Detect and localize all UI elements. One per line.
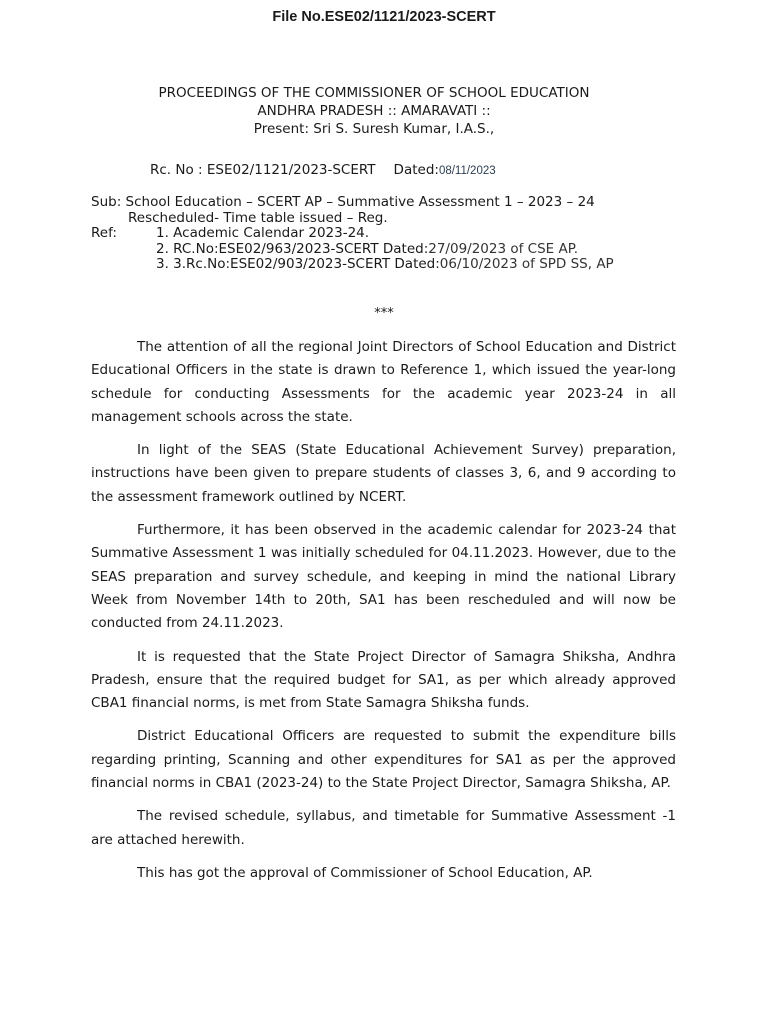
heading-line-1: PROCEEDINGS OF THE COMMISSIONER OF SCHOOL EDUCATION — [158, 85, 590, 101]
dated-label: Dated: — [393, 162, 439, 178]
reference-item-3 — [91, 257, 614, 273]
reference-item-2-date: 27/09/2023 of CSE AP. — [428, 240, 579, 257]
heading-line-3: Present: Sri S. Suresh Kumar, I.A.S., — [253, 121, 495, 137]
body-text — [91, 336, 676, 895]
paragraph-1: The attention of all the regional Joint Directors of School Education and District Educational Officers in the state is drawn to Reference 1, which issued the year-long schedule for conducting Assessments for the academic year 2023-24 in all management schools across the state. — [91, 339, 676, 425]
subject-line-2: Rescheduled- Time table issued – Reg. — [128, 209, 388, 226]
heading-line-2: ANDHRA PRADESH :: AMARAVATI :: — [257, 103, 491, 119]
subject-reference-block — [91, 195, 614, 273]
reference-item-3-text: 3. 3.Rc.No:ESE02/903/2023-SCERT Dated: — [156, 256, 440, 272]
paragraph-5: District Educational Officers are requested to submit the expenditure bills regarding printing, Scanning and other expenditures for SA1 as per the approved financial norms in CBA1 (2023-24) to the State Project Director, Samagra Shiksha, AP. — [91, 728, 676, 792]
reference-row-1 — [91, 226, 614, 242]
paragraph-2: In light of the SEAS (State Educational Achievement Survey) preparation, instructions have been given to prepare students of classes 3, 6, and 9 according to the assessment framework outlined by NCERT. — [91, 442, 676, 505]
reference-item-1: 1. Academic Calendar 2023-24. — [156, 225, 370, 241]
reference-item-2-text: 2. RC.No:ESE02/963/2023-SCERT Dated: — [156, 240, 429, 257]
reference-label: Ref: — [91, 225, 117, 241]
paragraph-7: This has got the approval of Commissioner of School Education, AP. — [137, 864, 593, 881]
separator-stars: *** — [374, 306, 394, 321]
subject-line-1: Sub: School Education – SCERT AP – Summative Assessment 1 – 2023 – 24 — [91, 194, 595, 210]
file-number: File No.ESE02/1121/2023-SCERT — [272, 9, 496, 25]
rc-line — [150, 162, 496, 178]
reference-item-2 — [91, 242, 614, 258]
dated-value: 08/11/2023 — [438, 165, 496, 177]
rc-number: Rc. No : ESE02/1121/2023-SCERT — [150, 162, 376, 178]
paragraph-3: Furthermore, it has been observed in the academic calendar for 2023-24 that Summative Assessment 1 was initially scheduled for 04.11.2023. However, due to the SEAS preparation and survey schedule, and keeping in mind the national Library Week from November 14th to 20th, SA1 has been rescheduled and will now be conducted from 24.11.2023. — [91, 522, 676, 632]
proceedings-heading — [0, 84, 758, 138]
reference-item-3-date: 06/10/2023 of SPD SS, AP — [439, 256, 614, 272]
paragraph-6: The revised schedule, syllabus, and timetable for Summative Assessment -1 are attached herewith. — [91, 808, 676, 848]
paragraph-4: It is requested that the State Project Director of Samagra Shiksha, Andhra Pradesh, ensure that the required budget for SA1, as per which already approved CBA1 financial norms, is met from State Samagra Shiksha funds. — [91, 648, 676, 712]
